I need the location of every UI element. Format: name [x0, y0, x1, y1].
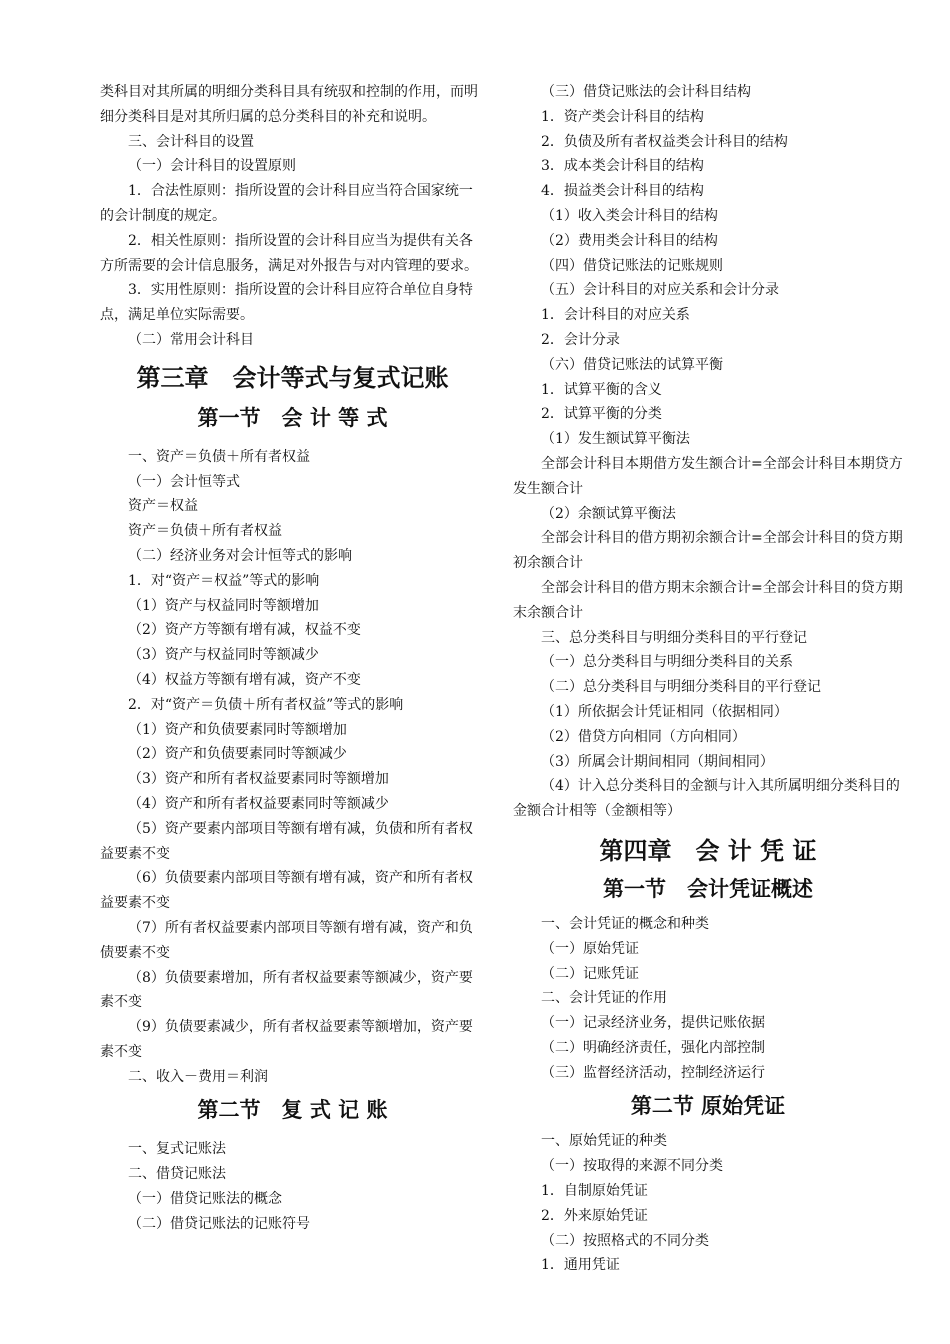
paragraph: （8）负债要素增加，所有者权益要素等额减少，资产要素不变	[100, 969, 473, 1011]
paragraph: （4）权益方等额有增有减，资产不变	[128, 671, 361, 688]
paragraph: 2．外来原始凭证	[541, 1207, 648, 1224]
paragraph: （1）发生额试算平衡法	[541, 431, 690, 448]
paragraph: （4）计入总分类科目的金额与计入其所属明细分类科目的金额合计相等（金额相等）	[513, 778, 900, 820]
paragraph: （二）借贷记账法的记账符号	[128, 1215, 310, 1232]
paragraph: 1．合法性原则：指所设置的会计科目应当符合国家统一的会计制度的规定。	[100, 183, 473, 224]
paragraph: 2．负债及所有者权益类会计科目的结构	[541, 133, 788, 150]
paragraph: 一、资产＝负债＋所有者权益	[128, 448, 310, 465]
paragraph: （3）资产与权益同时等额减少	[128, 647, 319, 664]
paragraph: 1．试算平衡的含义	[541, 381, 662, 398]
paragraph: （二）总分类科目与明细分类科目的平行登记	[541, 679, 821, 696]
paragraph: （一）会计科目的设置原则	[128, 158, 296, 175]
paragraph: 三、会计科目的设置	[128, 133, 254, 150]
paragraph: （二）按照格式的不同分类	[541, 1232, 709, 1249]
section-heading: 第一节 会计凭证概述	[603, 875, 813, 901]
paragraph: （1）所依据会计凭证相同（依据相同）	[541, 703, 788, 720]
paragraph: 一、会计凭证的概念和种类	[541, 915, 709, 932]
paragraph: （2）借贷方向相同（方向相同）	[541, 728, 746, 745]
paragraph: 全部会计科目本期借方发生额合计=全部会计科目本期贷方发生额合计	[513, 455, 903, 497]
paragraph: （2）资产方等额有增有减，权益不变	[128, 622, 361, 639]
section-heading: 第二节 复 式 记 账	[197, 1097, 388, 1123]
paragraph: （三）监督经济活动，控制经济运行	[541, 1064, 765, 1081]
paragraph: 一、原始凭证的种类	[541, 1133, 667, 1150]
paragraph: 1．资产类会计科目的结构	[541, 108, 704, 125]
paragraph: （三）借贷记账法的会计科目结构	[541, 84, 751, 100]
paragraph: （9）负债要素减少，所有者权益要素等额增加，资产要素不变	[100, 1019, 473, 1060]
paragraph: 3．实用性原则：指所设置的会计科目应符合单位自身特点，满足单位实际需要。	[100, 282, 473, 324]
paragraph: （四）借贷记账法的记账规则	[541, 257, 723, 274]
paragraph: 二、收入－费用＝利润	[128, 1068, 268, 1085]
paragraph: （2）资产和负债要素同时等额减少	[128, 746, 347, 763]
paragraph: （2）费用类会计科目的结构	[541, 232, 718, 249]
paragraph: 1．会计科目的对应关系	[541, 307, 690, 324]
paragraph: （6）负债要素内部项目等额有增有减，资产和所有者权益要素不变	[100, 870, 473, 912]
paragraph: （5）资产要素内部项目等额有增有减，负债和所有者权益要素不变	[100, 820, 473, 862]
paragraph: （4）资产和所有者权益要素同时等额减少	[128, 795, 389, 812]
paragraph: 3．成本类会计科目的结构	[541, 158, 704, 175]
section-heading: 第一节 会 计 等 式	[197, 404, 388, 430]
paragraph: （二）明确经济责任，强化内部控制	[541, 1039, 765, 1056]
paragraph: （3）所属会计期间相同（期间相同）	[541, 753, 774, 770]
paragraph: （一）原始凭证	[541, 940, 639, 957]
chapter-heading: 第四章 会 计 凭 证	[599, 836, 817, 865]
paragraph: （六）借贷记账法的试算平衡	[541, 356, 723, 373]
paragraph: （二）常用会计科目	[128, 331, 254, 348]
paragraph: 二、借贷记账法	[128, 1166, 226, 1183]
paragraph: （二）记账凭证	[541, 965, 639, 982]
paragraph: 1．通用凭证	[541, 1257, 620, 1274]
left-column	[100, 80, 485, 1237]
paragraph: （二）经济业务对会计恒等式的影响	[128, 547, 352, 564]
paragraph: （2）余额试算平衡法	[541, 505, 676, 522]
paragraph: （一）记录经济业务，提供记账依据	[541, 1015, 765, 1032]
right-column	[513, 80, 903, 1278]
paragraph: 1．自制原始凭证	[541, 1183, 648, 1200]
paragraph: 类科目对其所属的明细分类科目具有统驭和控制的作用，而明细分类科目是对其所归属的总分类科目的补充和说明。	[100, 84, 478, 125]
section-heading: 第二节 原始凭证	[630, 1093, 786, 1119]
paragraph: 2．相关性原则：指所设置的会计科目应当为提供有关各方所需要的会计信息服务，满足对外报告与对内管理的要求。	[100, 232, 478, 274]
paragraph: 2．会计分录	[541, 331, 620, 348]
paragraph: （一）总分类科目与明细分类科目的关系	[541, 654, 793, 671]
paragraph: 1．对“资产＝权益”等式的影响	[128, 572, 320, 589]
chapter-heading: 第三章 会计等式与复式记账	[136, 363, 449, 392]
paragraph: （一）按取得的来源不同分类	[541, 1158, 723, 1175]
paragraph: 2．对“资产＝负债＋所有者权益”等式的影响	[128, 696, 404, 713]
paragraph: 全部会计科目的借方期初余额合计=全部会计科目的贷方期初余额合计	[513, 530, 903, 572]
paragraph: （1）资产和负债要素同时等额增加	[128, 721, 347, 738]
paragraph: （7）所有者权益要素内部项目等额有增有减，资产和负债要素不变	[100, 919, 473, 961]
paragraph: 全部会计科目的借方期末余额合计=全部会计科目的贷方期末余额合计	[513, 579, 903, 621]
paragraph: （一）会计恒等式	[128, 473, 240, 490]
paragraph: （3）资产和所有者权益要素同时等额增加	[128, 771, 389, 788]
paragraph: 三、总分类科目与明细分类科目的平行登记	[541, 629, 807, 646]
paragraph: 资产＝负债＋所有者权益	[128, 523, 282, 540]
paragraph: 4．损益类会计科目的结构	[541, 183, 704, 200]
paragraph: （五）会计科目的对应关系和会计分录	[541, 282, 779, 299]
paragraph: （1）资产与权益同时等额增加	[128, 597, 319, 614]
paragraph: （1）收入类会计科目的结构	[541, 207, 718, 224]
paragraph: 二、会计凭证的作用	[541, 990, 667, 1007]
paragraph: 资产＝权益	[128, 498, 198, 515]
paragraph: 2．试算平衡的分类	[541, 406, 662, 423]
paragraph: （一）借贷记账法的概念	[128, 1191, 282, 1208]
paragraph: 一、复式记账法	[128, 1141, 226, 1158]
